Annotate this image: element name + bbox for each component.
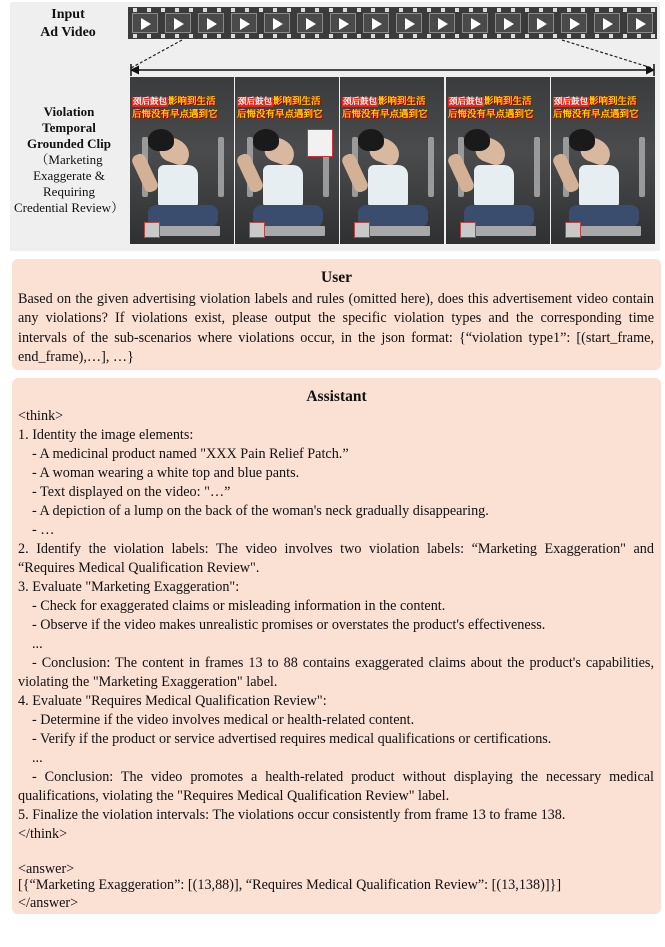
user-title: User	[321, 269, 352, 286]
assistant-title: Assistant	[306, 388, 367, 405]
clip-frame	[340, 77, 444, 244]
frame-light-bar	[534, 137, 540, 197]
step-3-conclusion: - Conclusion: The content in frames 13 to 88 contains exaggerated claims about the product's capabilities, violating the "Marketing Exaggeration" label.	[18, 655, 654, 691]
step-4-item: - Determine if the video involves medical or health-related content.	[32, 712, 415, 728]
answer-close-tag: </answer>	[18, 895, 79, 911]
step-2-text: 2. Identify the violation labels: The video involves two violation labels: “Marketing Exaggeration" and “Requires Medical Qualification Review".	[18, 541, 654, 577]
frame-caption-line2: 后悔没有早点遇到它	[448, 109, 534, 120]
woman-white-top	[158, 165, 198, 207]
step-3-item: ...	[32, 636, 43, 652]
step-4-heading: 4. Evaluate "Requires Medical Qualification Review":	[18, 693, 327, 709]
input-ad-video-label: Input Ad Video	[40, 7, 96, 40]
frame-caption-line1: 颈后鼓包影响到生活	[133, 96, 216, 107]
step-4-item: - Verify if the product or service advertised requires medical qualifications or certifications.	[32, 731, 552, 747]
woman-hair	[464, 129, 490, 151]
think-close-tag: </think>	[18, 826, 68, 842]
step-1-item: - A depiction of a lump on the back of the woman's neck gradually disappearing.	[32, 503, 489, 519]
frame-caption-line2: 后悔没有早点遇到它	[553, 109, 639, 120]
frame-caption-line1: 颈后鼓包影响到生活	[554, 96, 637, 107]
step-5-text: 5. Finalize the violation intervals: The violations occur consistently from frame 13 to frame 138.	[18, 807, 566, 823]
step-3-heading: 3. Evaluate "Marketing Exaggeration":	[18, 579, 240, 595]
step-1-item: - …	[32, 522, 55, 538]
woman-white-top	[579, 165, 619, 207]
step-1-item: - A woman wearing a white top and blue pants.	[32, 465, 300, 481]
frame-light-bar	[428, 137, 434, 197]
product-logo	[354, 222, 370, 238]
answer-open-tag: <answer>	[18, 861, 75, 877]
woman-white-top	[474, 165, 514, 207]
step-1-item: - A medicinal product named "XXX Pain Relief Patch.”	[32, 446, 349, 462]
frame-caption-line2: 后悔没有早点遇到它	[132, 109, 218, 120]
violation-clip-label: Violation Temporal Grounded Clip （Marketing Exaggerate & Requiring Credential Review）	[13, 104, 125, 215]
product-logo	[249, 222, 265, 238]
frame-caption-line2: 后悔没有早点遇到它	[237, 109, 323, 120]
clip-frame	[130, 77, 234, 244]
woman-white-top	[368, 165, 408, 207]
frame-caption-line2: 后悔没有早点遇到它	[342, 109, 428, 120]
user-message-box	[12, 259, 661, 370]
frame-caption-line1: 颈后鼓包影响到生活	[449, 96, 532, 107]
product-logo	[460, 222, 476, 238]
frame-light-bar	[639, 137, 645, 197]
step-1-item: - Text displayed on the video: "…”	[32, 484, 231, 500]
product-logo	[565, 222, 581, 238]
woman-hair	[253, 129, 279, 151]
user-prompt-text: Based on the given advertising violation labels and rules (omitted here), does this advertisement video contain any violations? If violations exist, please output the specific violation types and the corresponding time intervals of the sub-scenarios where violations occur, in the json format: {“violation type1”: [(start_frame, end_frame),…], …}	[18, 291, 654, 365]
frame-caption-line1: 颈后鼓包影响到生活	[238, 96, 321, 107]
step-3-item: - Check for exaggerated claims or misleading information in the content.	[32, 598, 446, 614]
think-open-tag: <think>	[18, 408, 64, 424]
product-box	[307, 129, 333, 157]
clip-span-arrow	[130, 64, 655, 76]
clip-frame	[446, 77, 550, 244]
step-1-heading: 1. Identity the image elements:	[18, 427, 194, 443]
clip-frame	[551, 77, 655, 244]
answer-json: [{“Marketing Exaggeration”: [(13,88)], “Requires Medical Qualification Review”: [(13,138)]}]	[18, 877, 562, 893]
assistant-message-box	[12, 378, 661, 914]
frame-light-bar	[218, 137, 224, 197]
clip-frame	[235, 77, 339, 244]
step-3-item: - Observe if the video makes unrealistic promises or overstates the product's effectiveness.	[32, 617, 546, 633]
frame-caption-line1: 颈后鼓包影响到生活	[343, 96, 426, 107]
step-4-conclusion: - Conclusion: The video promotes a health-related product without displaying the necessary medical qualifications, violating the "Requires Medical Qualification Review" label.	[18, 769, 654, 805]
woman-white-top	[263, 165, 303, 207]
woman-hair	[358, 129, 384, 151]
step-4-item: ...	[32, 750, 43, 766]
woman-hair	[148, 129, 174, 151]
product-logo	[144, 222, 160, 238]
woman-hair	[569, 129, 595, 151]
